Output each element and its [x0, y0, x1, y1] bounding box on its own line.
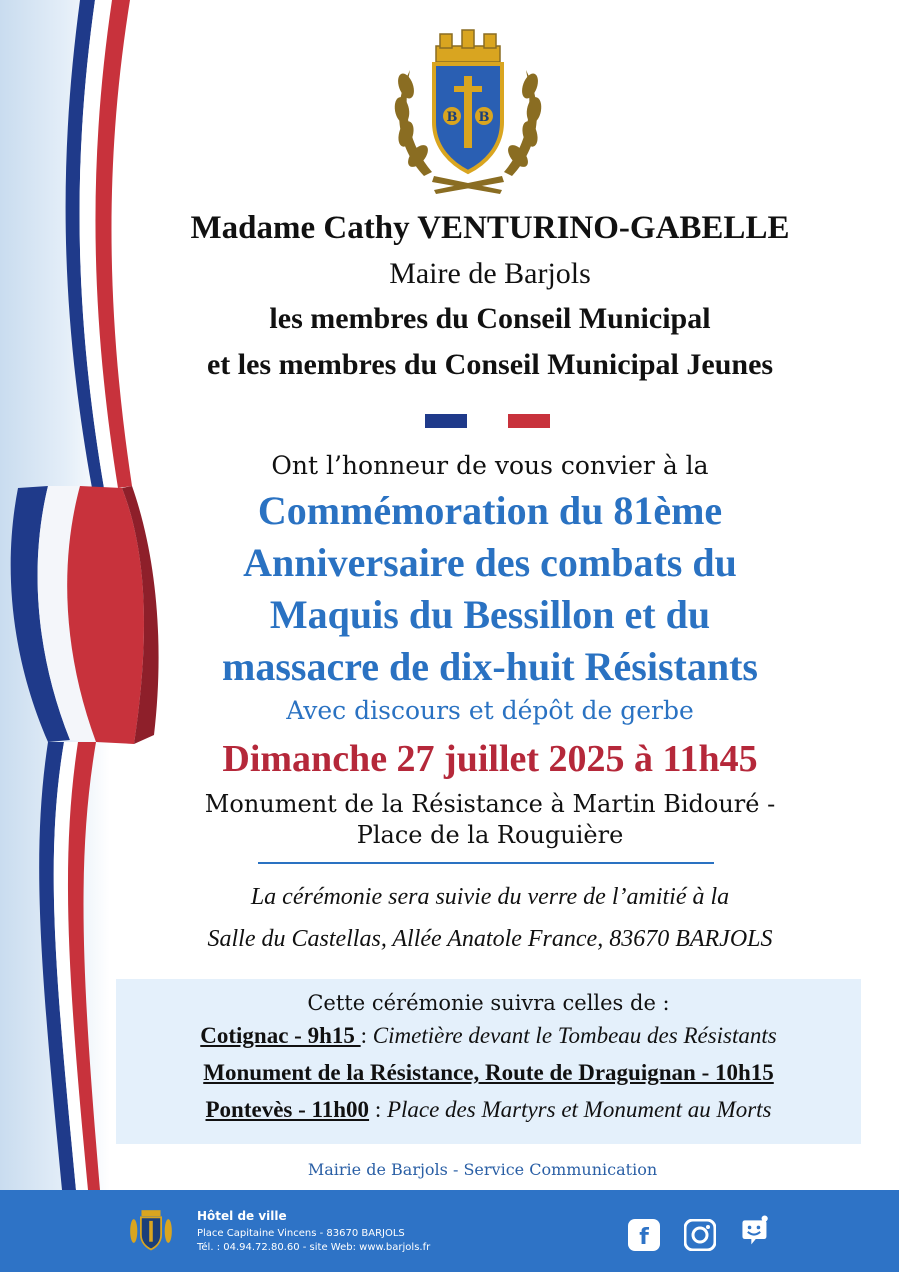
schedule-header: Cette cérémonie suivra celles de :: [307, 991, 670, 1015]
event-location-line: Place de la Rouguière: [356, 821, 624, 849]
crest-icon: [388, 26, 548, 194]
council-members: les membres du Conseil Municipal: [269, 302, 711, 335]
footer-address: Place Capitaine Vincens - 83670 BARJOLS: [197, 1228, 405, 1239]
schedule-row: [116, 1054, 861, 1091]
event-title-line: Anniversaire des combats du: [243, 540, 737, 585]
schedule-row-separator: :: [369, 1097, 387, 1122]
instagram-icon[interactable]: [684, 1219, 716, 1251]
footer-bar: [0, 1190, 899, 1272]
schedule-row-label: Cotignac - 9h15: [200, 1023, 361, 1048]
schedule-row: [116, 1091, 861, 1128]
event-location-line: Monument de la Résistance à Martin Bidouré -: [204, 790, 776, 818]
mayor-name: Madame Cathy VENTURINO-GABELLE: [190, 210, 790, 246]
footer-crest-icon: [126, 1206, 176, 1256]
flag-blue-bar: [425, 414, 467, 428]
event-subtitle: Avec discours et dépôt de gerbe: [286, 696, 694, 725]
schedule-row: [116, 1017, 861, 1054]
footer-office-name: Hôtel de ville: [197, 1209, 287, 1223]
event-title-line: Commémoration du 81ème: [257, 488, 723, 533]
footer-contact[interactable]: Tél. : 04.94.72.80.60 - site Web: www.barjols.fr: [197, 1242, 431, 1253]
crest-monogram-right: B: [478, 110, 490, 125]
schedule-row-label: Monument de la Résistance, Route de Draguignan - 10h15: [203, 1060, 774, 1085]
schedule-row-label: Pontevès - 11h00: [205, 1097, 370, 1122]
reception-line: Salle du Castellas, Allée Anatole France, 83670 BARJOLS: [207, 926, 773, 952]
event-title-line: massacre de dix-huit Résistants: [222, 644, 758, 689]
schedule-row-separator: :: [360, 1023, 373, 1048]
schedule-row-detail: Place des Martyrs et Monument au Morts: [386, 1097, 772, 1122]
flag-separator: [425, 414, 550, 428]
facebook-icon[interactable]: [628, 1219, 660, 1251]
schedule-panel: [116, 979, 861, 1144]
divider-line: [258, 862, 714, 864]
schedule-row-detail: Cimetière devant le Tombeau des Résistants: [372, 1023, 777, 1048]
event-date: Dimanche 27 juillet 2025 à 11h45: [222, 738, 758, 780]
flag-red-bar: [508, 414, 550, 428]
app-icon[interactable]: [738, 1215, 770, 1247]
invitation-intro: Ont l’honneur de vous convier à la: [271, 451, 709, 480]
invitation-block: [110, 447, 870, 851]
communication-credit: Mairie de Barjols - Service Communication: [307, 1160, 658, 1179]
facebook-letter: f: [639, 1225, 649, 1250]
youth-council-members: et les membres du Conseil Municipal Jeunes: [206, 348, 774, 381]
crest-monogram-left: B: [446, 110, 458, 125]
reception-block: [110, 876, 870, 960]
hosts-block: [110, 204, 870, 388]
reception-line: La cérémonie sera suivie du verre de l’amitié à la: [250, 884, 730, 910]
event-title-line: Maquis du Bessillon et du: [269, 592, 711, 637]
mayor-title: Maire de Barjols: [389, 257, 591, 290]
